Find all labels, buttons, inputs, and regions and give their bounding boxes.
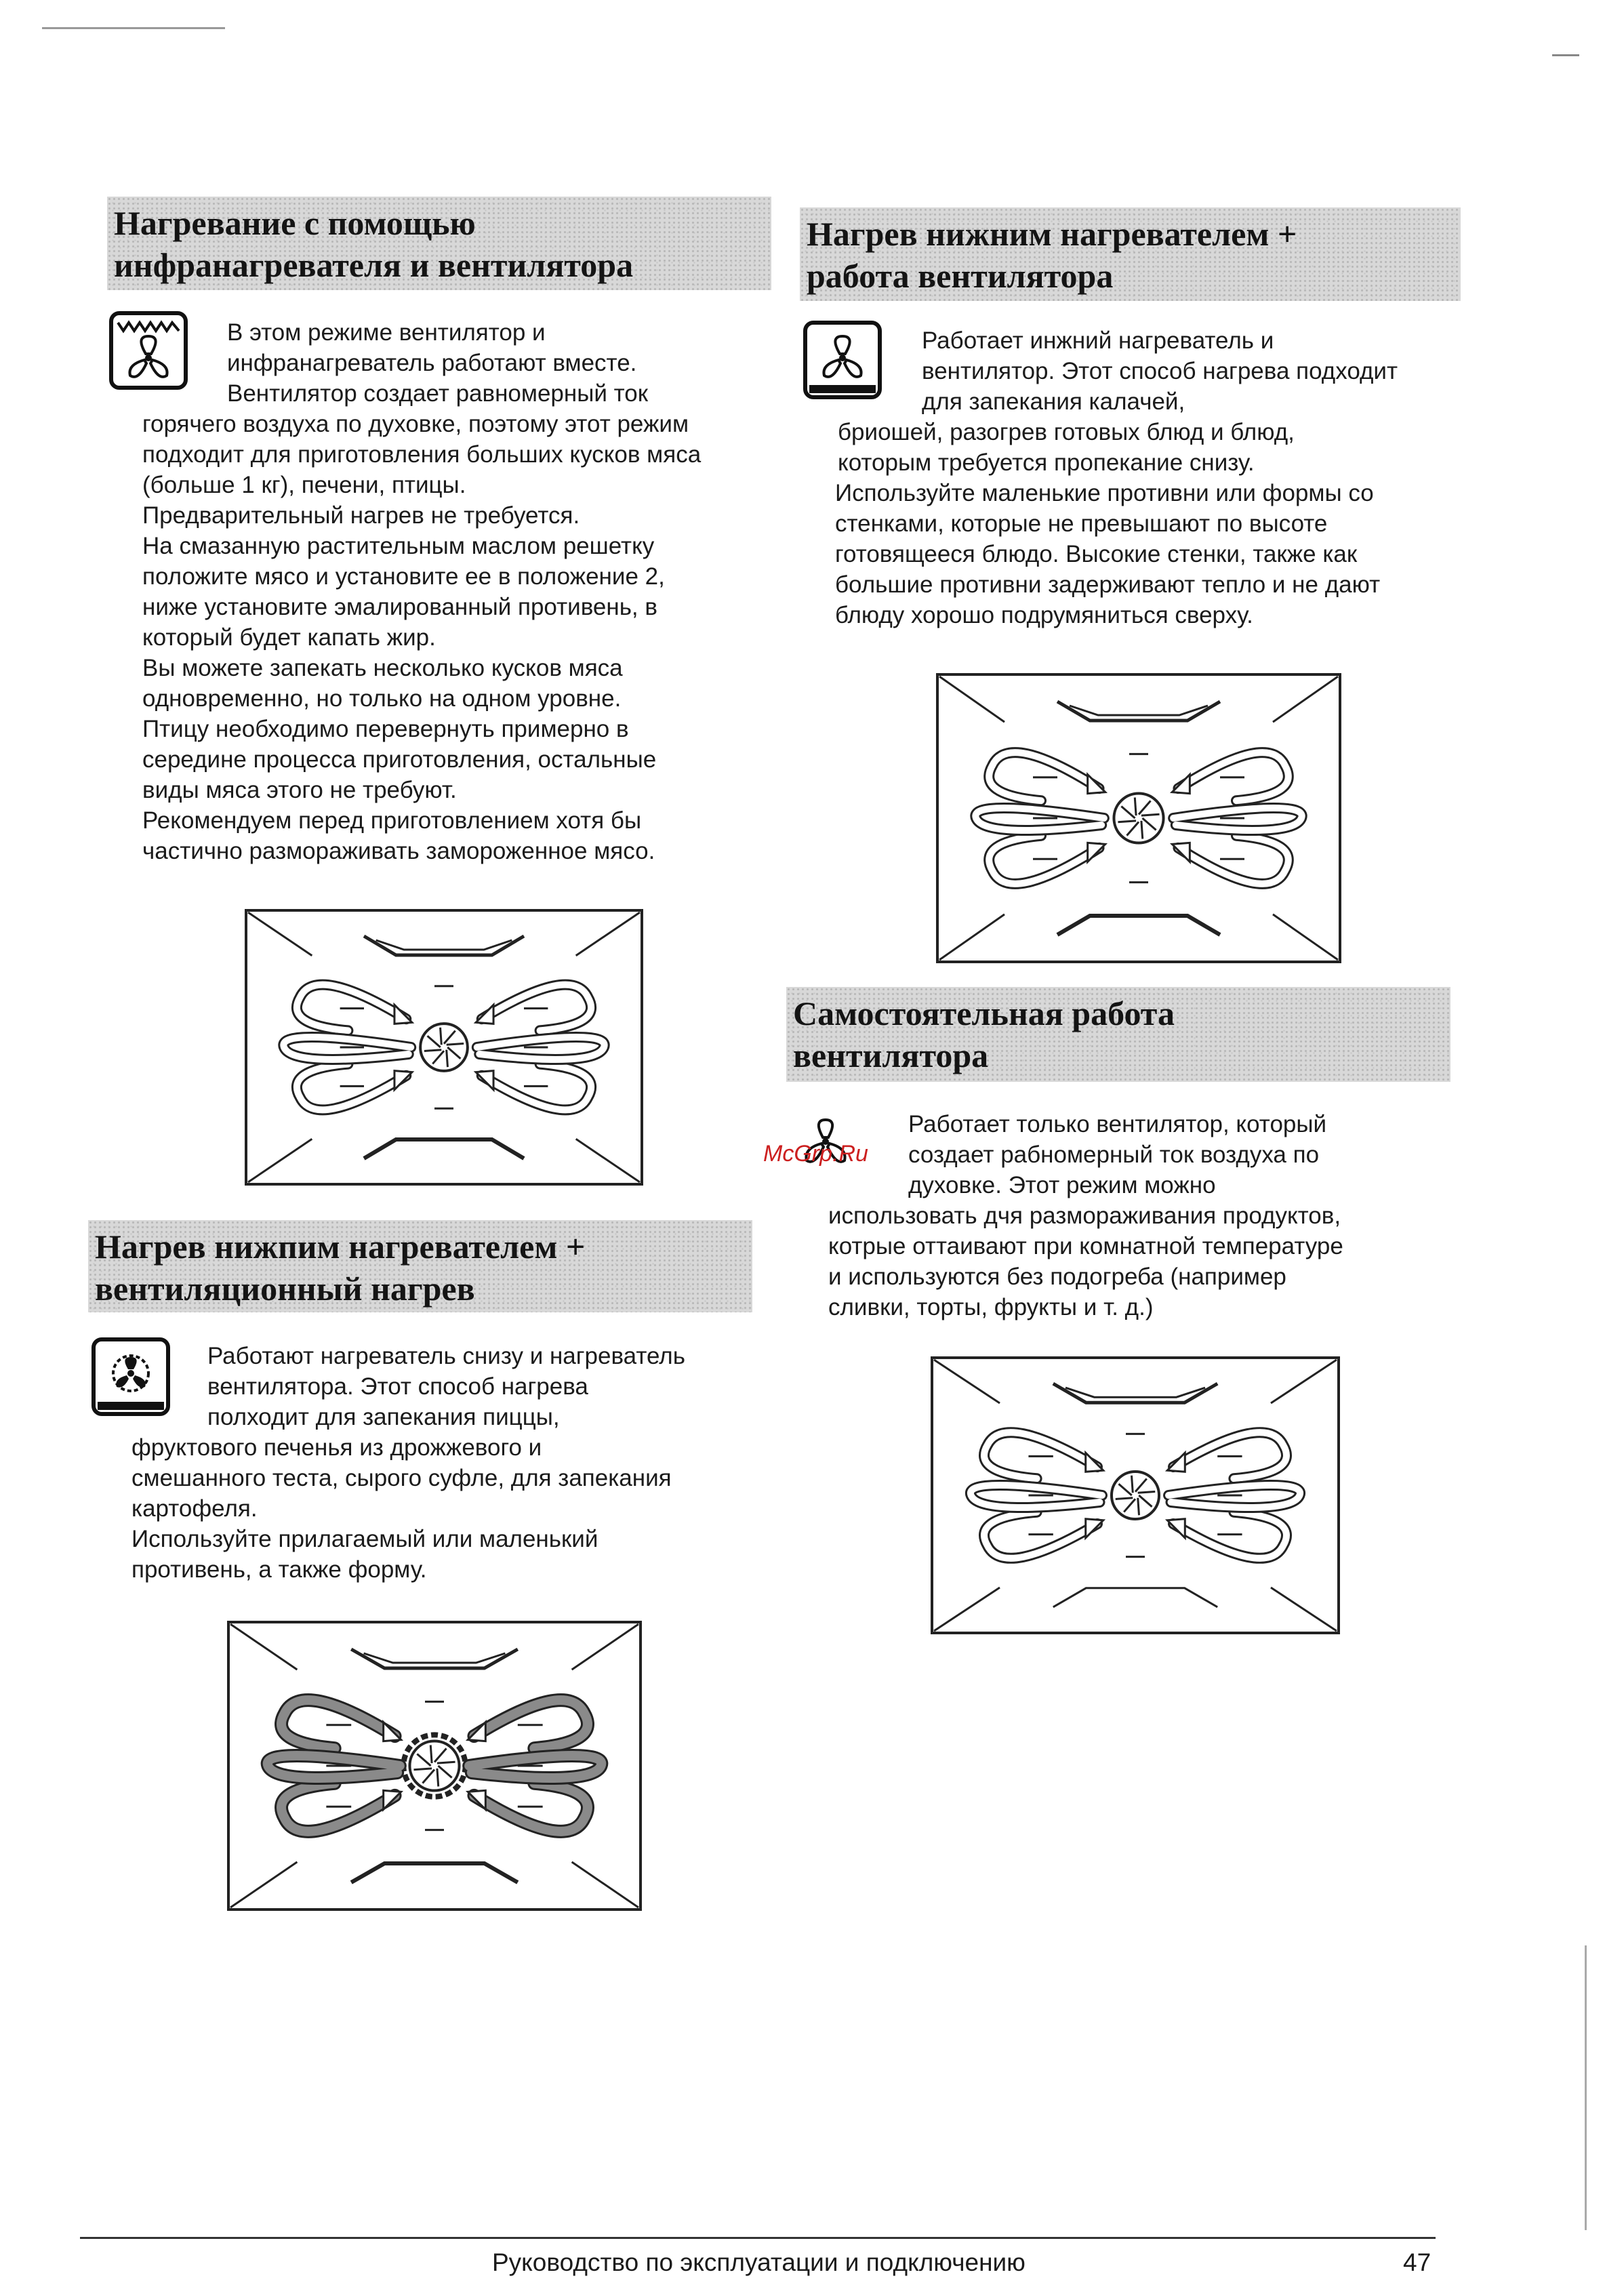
text-line: Вентилятор создает равномерный ток — [227, 380, 649, 407]
cavity-edge — [230, 1624, 297, 1670]
heading-line: инфранагревателя и вентилятора — [114, 246, 634, 284]
bottom-heater — [1057, 916, 1220, 935]
text-line: Используйте прилагаемый или маленький — [131, 1526, 598, 1552]
text-line: использовать дчя размораживания продуктов, — [828, 1203, 1341, 1229]
text-line: одновременно, но только на одном уровне. — [142, 685, 622, 712]
text-line: бриошей, разогрев готовых блюд и блюд, — [838, 419, 1295, 445]
top-heater — [1057, 702, 1220, 721]
text-line: стенками, которые не превышают по высоте — [835, 510, 1328, 537]
fan-blade — [1142, 818, 1156, 830]
section-heading-infra-fan — [107, 197, 771, 290]
fan-blade — [413, 1769, 432, 1770]
text-line: Работает только вентилятор, который — [908, 1111, 1327, 1137]
text-line: большие противни задерживают тепло и не дают — [835, 571, 1381, 598]
airflow-arrowhead — [476, 1005, 493, 1024]
section-heading-bottom-fan — [800, 207, 1461, 301]
cavity-edge — [1271, 1588, 1337, 1631]
text-line: который будет капать жир. — [142, 624, 436, 651]
fan-blade — [437, 1762, 455, 1763]
fan-blade — [424, 1050, 441, 1051]
airflow-arrowhead — [1086, 1519, 1103, 1538]
airflow-arrowhead — [394, 1005, 412, 1024]
fan-blade — [437, 1769, 439, 1787]
text-line: Используйте маленькие противни или формы со — [835, 480, 1374, 506]
fan-blade — [1132, 1476, 1133, 1493]
airflow-arrowhead — [1088, 775, 1105, 794]
fan-blade — [1126, 822, 1139, 835]
cavity-edge — [1271, 1360, 1337, 1403]
section-heading-bottom-ring-fan — [88, 1220, 752, 1312]
text-line: вентилятора. Этот способ нагрева — [207, 1373, 588, 1400]
fan-blade — [434, 1748, 447, 1762]
airflow-arrowhead — [1172, 843, 1190, 862]
cavity-edge — [939, 914, 1004, 960]
oven-airflow-bottom-ring-fan-diagram — [226, 1620, 643, 1912]
fan-blade — [1139, 801, 1151, 814]
cavity-edge — [576, 912, 640, 956]
cavity-edge — [934, 1588, 1000, 1631]
oven-airflow-fan-only-diagram — [930, 1356, 1341, 1635]
fan-blade — [438, 1766, 451, 1778]
fan-blade — [1121, 806, 1135, 818]
heading-line: работа вентилятора — [807, 257, 1114, 295]
fan-housing — [1114, 793, 1163, 843]
watermark-text: McGrp.Ru — [763, 1141, 868, 1167]
heading-line: Самостоятельная работа — [793, 994, 1175, 1032]
text-line: Вы можете запекать несколько кусков мяса — [142, 655, 623, 681]
top-heater — [364, 936, 524, 955]
scan-speck — [1585, 1945, 1587, 2230]
top-heater — [351, 1649, 518, 1668]
text-line: готовящееся блюдо. Высокие стенки, также как — [835, 541, 1358, 567]
top-heater — [1053, 1383, 1217, 1402]
fan-blade — [1139, 1495, 1152, 1507]
text-line: положите мясо и установите ее в положение 2, — [142, 563, 665, 590]
text-line: духовке. Этот режим можно — [908, 1172, 1216, 1198]
text-line: Работает инжний нагреватель и — [922, 327, 1274, 354]
fan-blade — [1135, 797, 1136, 815]
fan-blade — [1118, 821, 1136, 822]
text-line: для запекания калачей, — [922, 388, 1185, 415]
text-line: вентилятор. Этот способ нагрева подходит — [922, 358, 1398, 384]
airflow-arrowhead — [1167, 1519, 1185, 1538]
airflow-arrowhead — [476, 1071, 493, 1090]
text-line: (больше 1 кг), печени, птицы. — [142, 472, 466, 498]
fan-blade — [1118, 1484, 1131, 1495]
cavity-edge — [1273, 676, 1338, 722]
heading-line: Нагрев нижпим нагревателем + — [95, 1228, 586, 1266]
oven-airflow-infra-fan-diagram — [244, 908, 644, 1186]
fan-blade — [417, 1754, 430, 1766]
text-line: середине процесса приготовления, остальные — [142, 746, 657, 773]
cavity-edge — [572, 1862, 638, 1907]
section-text-infra-fan — [142, 317, 701, 866]
airflow-arrowhead — [1172, 775, 1190, 794]
text-line: котрые оттаивают при комнатной температуре — [828, 1233, 1343, 1259]
airflow-arrowhead — [394, 1071, 412, 1090]
text-line: смешанного теста, сырого суфле, для запекания — [131, 1465, 672, 1491]
text-line: которым требуется пропекание снизу. — [838, 449, 1255, 476]
cavity-edge — [248, 1139, 312, 1182]
text-line: создает рабномерный ток воздуха по — [908, 1142, 1320, 1168]
fan-housing — [1112, 1472, 1159, 1519]
text-line: полходит для запекания пиццы, — [207, 1404, 560, 1430]
text-line: Работают нагреватель снизу и нагреватель — [207, 1343, 685, 1369]
bottom-heater — [351, 1863, 518, 1882]
scan-speck — [1552, 54, 1579, 56]
text-line: инфранагреватель работают вместе. — [227, 350, 637, 376]
text-line: В этом режиме вентилятор и — [227, 319, 546, 346]
fan-blade — [447, 1047, 460, 1059]
text-line: Птицу необходимо перевернуть примерно в — [142, 716, 629, 742]
heading-line: Нагрев нижним нагревателем + — [807, 215, 1297, 253]
cavity-edge — [576, 1139, 640, 1182]
heading-line: вентиляционный нагрев — [95, 1270, 475, 1308]
cavity-edge — [248, 912, 312, 956]
text-line: частично размораживать замороженное мясо. — [142, 838, 655, 864]
fan-blade — [1124, 1499, 1135, 1512]
bottom-heater — [1053, 1588, 1217, 1607]
fan-blade — [1135, 1478, 1147, 1491]
airflow-arrowhead — [1086, 1453, 1103, 1472]
fan-blade — [1138, 1498, 1139, 1516]
cavity-edge — [1273, 914, 1338, 960]
text-line: подходит для приготовления больших кусков мяса — [142, 441, 702, 468]
oven-airflow-bottom-fan-diagram — [935, 672, 1342, 964]
fan-blade — [432, 1051, 444, 1064]
fan-housing — [420, 1024, 468, 1071]
fan-blade — [428, 1036, 441, 1047]
cavity-edge — [572, 1624, 638, 1670]
cavity-edge — [230, 1862, 297, 1907]
fan-blade — [422, 1769, 434, 1783]
top-heater-inner — [1070, 706, 1208, 715]
page-number: 47 — [1403, 2248, 1432, 2276]
text-line: противень, а также форму. — [131, 1556, 427, 1583]
top-heater-inner — [376, 940, 512, 950]
text-line: На смазанную растительным маслом решетку — [142, 533, 655, 559]
airflow-arrowhead — [1167, 1453, 1185, 1472]
fan-ring-heater — [403, 1735, 465, 1796]
footer-title: Руководство по эксплуатации и подключению — [492, 2248, 1026, 2276]
fan-blade — [1138, 1492, 1156, 1493]
fan-blade — [447, 1050, 448, 1067]
text-line: картофеля. — [131, 1495, 258, 1522]
text-line: блюду хорошо подрумяниться сверху. — [835, 602, 1253, 628]
text-line: виды мяса этого не требуют. — [142, 777, 457, 803]
fan-blade — [444, 1031, 455, 1044]
fan-blade — [441, 1028, 442, 1045]
fan-blade — [1116, 1498, 1133, 1499]
cavity-edge — [934, 1360, 1000, 1403]
section-text-fan-only — [828, 1109, 1343, 1322]
top-heater-inner — [364, 1653, 506, 1663]
fan-housing — [409, 1741, 459, 1790]
text-line: и используются без подогреба (например — [828, 1264, 1286, 1290]
heading-line: вентилятора — [793, 1036, 989, 1074]
airflow-arrowhead — [1088, 843, 1105, 862]
cavity-edge — [939, 676, 1004, 722]
text-line: ниже установите эмалированный противень, в — [142, 594, 657, 620]
text-line: горячего воздуха по духовке, поэтому этот режим — [142, 411, 689, 437]
text-line: сливки, торты, фрукты и т. д.) — [828, 1294, 1154, 1320]
text-line: Предварительный нагрев не требуется. — [142, 502, 580, 529]
scan-speck — [42, 27, 225, 29]
fan-blade — [447, 1044, 464, 1045]
fan-blade — [430, 1745, 432, 1763]
text-line: Рекомендуем перед приготовлением хотя бы — [142, 807, 642, 834]
fan-blade — [1141, 814, 1160, 815]
top-heater-inner — [1065, 1388, 1205, 1397]
heading-line: Нагревание с помощью — [114, 204, 476, 242]
text-line: фруктового печенья из дрожжевого и — [131, 1434, 542, 1461]
section-heading-fan-only — [786, 987, 1450, 1082]
section-text-bottom-fan — [835, 325, 1398, 630]
bottom-heater — [364, 1139, 524, 1158]
fan-blade — [1141, 821, 1143, 839]
section-text-bottom-ring-fan — [127, 1341, 685, 1585]
footer-rule — [80, 2237, 1436, 2239]
